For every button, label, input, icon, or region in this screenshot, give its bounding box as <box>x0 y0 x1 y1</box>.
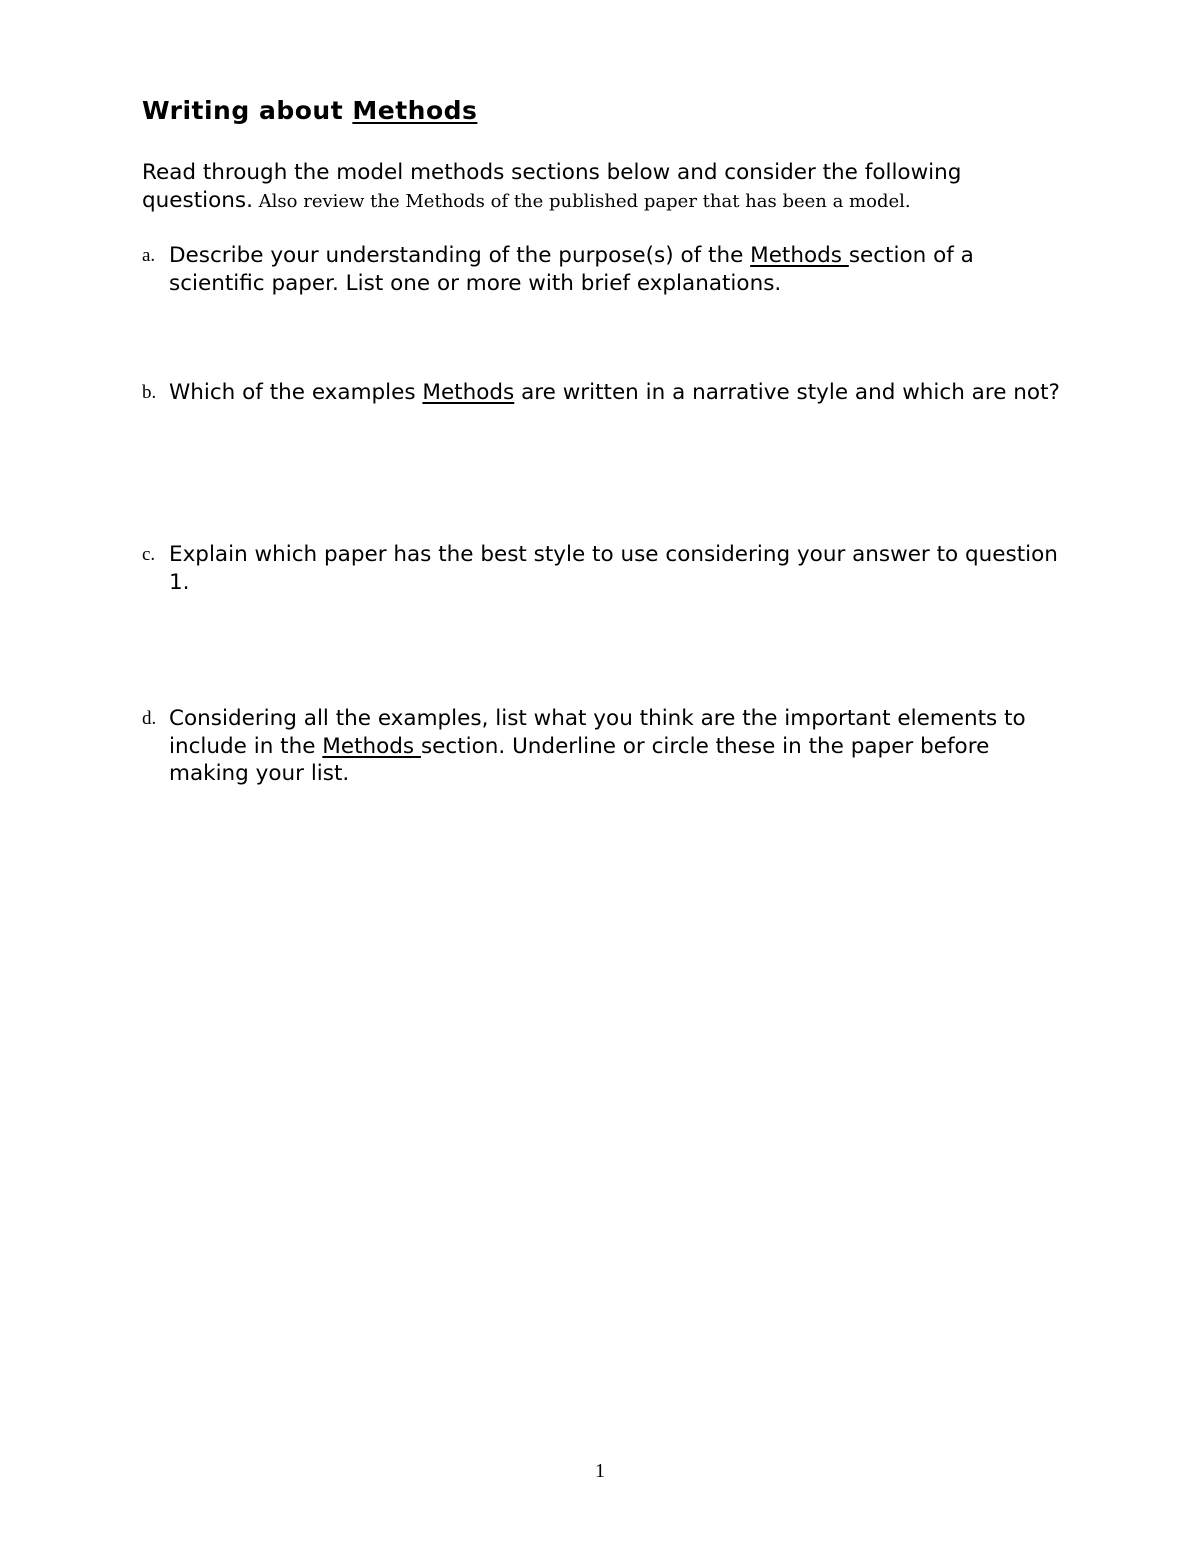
intro-sans-text: Read through the model methods sections below and consider the following questions. <box>142 160 962 213</box>
question-b-part-1: Which of the examples <box>169 380 423 405</box>
question-a-part-3: section of a scientific paper. List one or more with brief explanations. <box>169 243 974 296</box>
question-a <box>142 242 1062 297</box>
question-a-part-1: Describe your understanding of the purpose(s) of the <box>169 243 751 268</box>
question-d-methods: Methods <box>322 733 421 759</box>
question-c-marker: c. <box>142 544 156 565</box>
question-b-text <box>169 379 1062 407</box>
question-d-marker: d. <box>142 708 157 729</box>
title-prefix: Writing about <box>142 96 353 125</box>
question-a-marker: a. <box>142 245 156 266</box>
title-methods: Methods <box>352 96 478 125</box>
question-b <box>142 379 1062 407</box>
question-a-text <box>169 242 1062 297</box>
question-b-marker: b. <box>142 382 157 403</box>
question-c <box>142 541 1062 596</box>
question-a-methods: Methods <box>750 243 849 268</box>
question-d-part-1: Considering all the examples, list what you think are the important elements to include in the <box>169 706 1026 759</box>
question-d <box>142 705 1062 788</box>
question-b-methods: Methods <box>422 380 515 405</box>
document-title <box>142 96 477 125</box>
question-d-part-3: section. Underline or circle these in the paper before making your list. <box>169 733 990 786</box>
intro-serif-text: Also review the Methods of the published paper that has been a model. <box>252 191 911 212</box>
question-b-part-3: are written in a narrative style and which are not? <box>514 380 1060 405</box>
question-d-text <box>169 705 1062 788</box>
question-c-text: Explain which paper has the best style to use considering your answer to question 1. <box>169 542 1058 595</box>
intro-paragraph <box>142 159 1062 216</box>
page-number: 1 <box>595 1460 605 1482</box>
